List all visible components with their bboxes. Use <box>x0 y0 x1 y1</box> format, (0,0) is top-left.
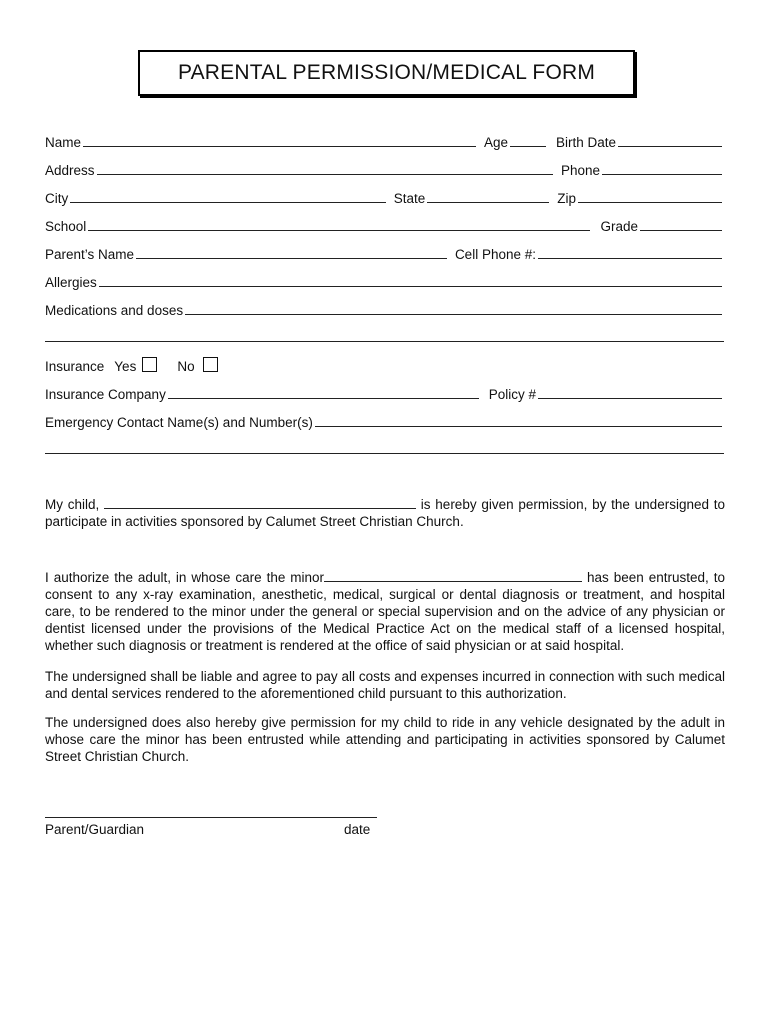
address-field[interactable] <box>97 162 553 175</box>
cell-phone-label: Cell Phone #: <box>454 247 536 262</box>
authorize-suffix: has been entrusted, to consent to any x-ray examination, anesthetic, medical, surgical or dental diagnosis or treatment, and hospital care, to be rendered to the minor under the general or special supervision and on the advice of any physician or dentist licensed under the provisions of the Medical Practice Act on the medical staff of a licensed hospital, whether such diagnosis or treatment is rendered at the office of said physician or at said hospital. <box>45 570 725 653</box>
birth-date-field[interactable] <box>618 134 722 147</box>
policy-label: Policy # <box>488 387 536 402</box>
authorize-prefix: I authorize the adult, in whose care the minor <box>45 570 325 585</box>
cell-phone-field[interactable] <box>538 246 722 259</box>
yes-label: Yes <box>114 359 137 374</box>
child-suffix: is hereby given permission, by the undersigned to participate in activities sponsored by Calumet Street Christian Church. <box>45 497 725 529</box>
emergency-extra-line[interactable] <box>45 453 724 454</box>
zip-field[interactable] <box>578 190 722 203</box>
parent-guardian-label: Parent/Guardian <box>45 822 145 837</box>
parents-name-label: Parent’s Name <box>45 247 135 262</box>
state-field[interactable] <box>427 190 549 203</box>
medications-extra-line[interactable] <box>45 341 724 342</box>
age-label: Age <box>483 135 508 150</box>
allergies-label: Allergies <box>45 275 97 290</box>
city-field[interactable] <box>70 190 385 203</box>
child-name-field[interactable] <box>104 497 416 509</box>
city-label: City <box>45 191 69 206</box>
signature-line[interactable] <box>45 817 377 818</box>
insurance-no-checkbox[interactable] <box>203 357 218 372</box>
row-address <box>45 158 724 178</box>
phone-field[interactable] <box>602 162 722 175</box>
row-medications <box>45 298 724 318</box>
grade-label: Grade <box>600 219 638 234</box>
authorize-paragraph <box>45 569 725 654</box>
emergency-contact-label: Emergency Contact Name(s) and Number(s) <box>45 415 313 430</box>
zip-label: Zip <box>557 191 576 206</box>
row-allergies <box>45 270 724 290</box>
medications-field[interactable] <box>185 302 722 315</box>
age-field[interactable] <box>510 134 546 147</box>
form-title: PARENTAL PERMISSION/MEDICAL FORM <box>138 50 635 96</box>
row-city <box>45 186 724 206</box>
school-label: School <box>45 219 87 234</box>
phone-label: Phone <box>560 163 600 178</box>
date-label: date <box>344 822 371 837</box>
vehicle-paragraph: The undersigned does also hereby give permission for my child to ride in any vehicle designated by the adult in whose care the minor has been entrusted while attending and participating in activities sponsored by Calumet Street Christian Church. <box>45 715 725 764</box>
no-label: No <box>177 359 195 374</box>
child-permission-paragraph <box>45 496 725 530</box>
policy-field[interactable] <box>538 386 722 399</box>
row-school <box>45 214 724 234</box>
birth-date-label: Birth Date <box>555 135 616 150</box>
allergies-field[interactable] <box>99 274 722 287</box>
name-field[interactable] <box>83 134 476 147</box>
child-prefix: My child, <box>45 497 100 512</box>
insurance-label: Insurance <box>45 359 105 374</box>
school-field[interactable] <box>88 218 590 231</box>
minor-name-field[interactable] <box>324 570 582 582</box>
row-parent <box>45 242 724 262</box>
row-insurance-company <box>45 382 724 402</box>
insurance-yes-checkbox[interactable] <box>142 357 157 372</box>
medications-label: Medications and doses <box>45 303 184 318</box>
insurance-company-field[interactable] <box>168 386 479 399</box>
emergency-contact-field[interactable] <box>315 414 722 427</box>
liable-paragraph: The undersigned shall be liable and agree to pay all costs and expenses incurred in connection with such medical and dental services rendered to the aforementioned child pursuant to this authorization. <box>45 669 725 701</box>
row-emergency <box>45 410 724 430</box>
row-name <box>45 130 724 150</box>
state-label: State <box>393 191 426 206</box>
name-label: Name <box>45 135 82 150</box>
row-insurance <box>45 354 724 374</box>
address-label: Address <box>45 163 95 178</box>
grade-field[interactable] <box>640 218 722 231</box>
parents-name-field[interactable] <box>136 246 447 259</box>
insurance-company-label: Insurance Company <box>45 387 166 402</box>
